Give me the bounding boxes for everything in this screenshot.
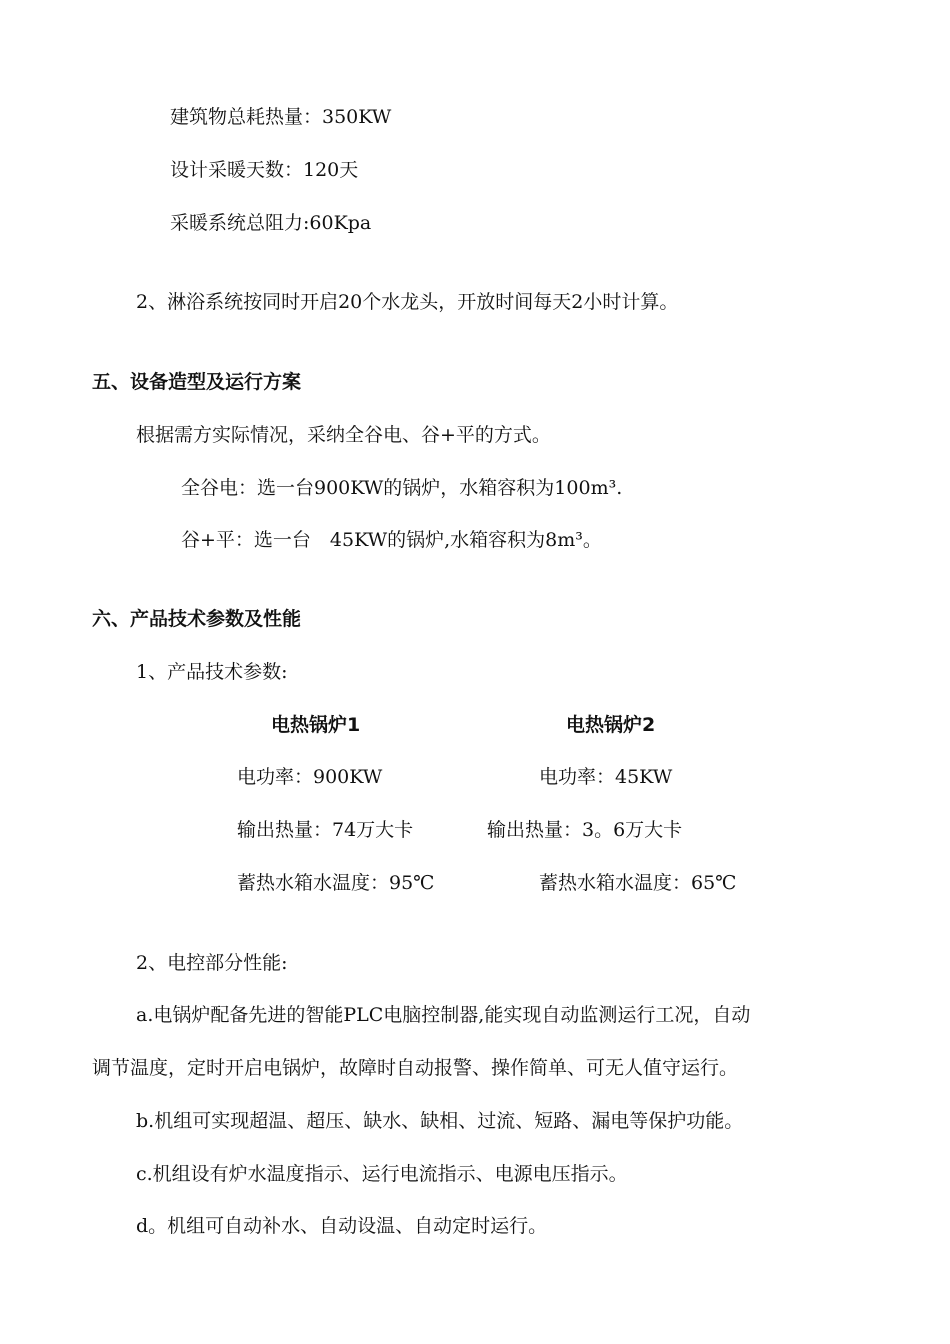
boiler2-title: 电热锅炉2 <box>566 714 656 736</box>
system-resistance-text: 采暖系统总阻力:60Kpa <box>170 212 372 234</box>
shower-system-text: 2、淋浴系统按同时开启20个水龙头，开放时间每天2小时计算。 <box>136 291 679 313</box>
item-d: d。机组可自动补水、自动设温、自动定时运行。 <box>136 1215 548 1237</box>
item-b: b.机组可实现超温、超压、缺水、缺相、过流、短路、漏电等保护功能。 <box>136 1110 744 1132</box>
option-valley-flat: 谷+平：选一台 45KW的锅炉,水箱容积为8m³。 <box>181 529 602 551</box>
section5-heading: 五、设备造型及运行方案 <box>92 371 302 393</box>
option-full-valley: 全谷电：选一台900KW的锅炉，水箱容积为100m³. <box>181 477 623 499</box>
boiler1-output: 输出热量：74万大卡 <box>237 819 414 841</box>
boiler2-water-temp: 蓄热水箱水温度：65℃ <box>539 872 737 894</box>
boiler1-power: 电功率：900KW <box>237 766 383 788</box>
boiler2-output: 输出热量：3。6万大卡 <box>487 819 683 841</box>
boiler1-title: 电热锅炉1 <box>271 714 361 736</box>
control-subheading: 2、电控部分性能: <box>136 952 288 974</box>
section5-intro: 根据需方实际情况，采纳全谷电、谷+平的方式。 <box>136 424 551 446</box>
boiler2-power: 电功率：45KW <box>539 766 673 788</box>
section6-heading: 六、产品技术参数及性能 <box>92 608 302 630</box>
boiler1-water-temp: 蓄热水箱水温度：95℃ <box>237 872 435 894</box>
item-a-line1: a.电锅炉配备先进的智能PLC电脑控制器,能实现自动监测运行工况，自动 <box>136 1004 751 1026</box>
item-c: c.机组设有炉水温度指示、运行电流指示、电源电压指示。 <box>136 1163 628 1185</box>
total-heat-text: 建筑物总耗热量：350KW <box>170 106 392 128</box>
heating-days-text: 设计采暖天数：120天 <box>170 159 359 181</box>
item-a-line2: 调节温度，定时开启电锅炉，故障时自动报警、操作简单、可无人值守运行。 <box>92 1057 739 1079</box>
params-subheading: 1、产品技术参数: <box>136 661 288 683</box>
